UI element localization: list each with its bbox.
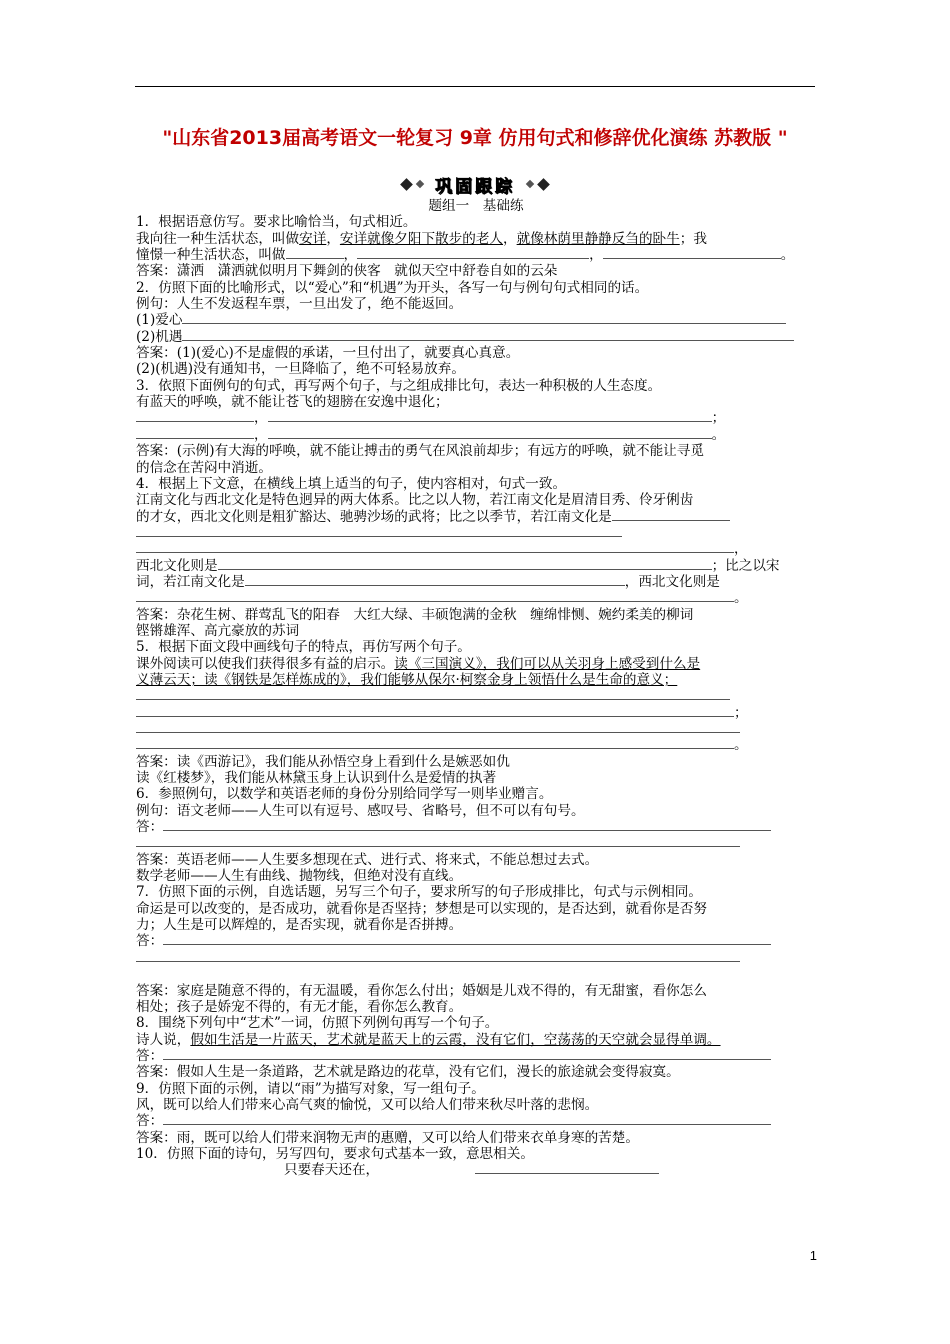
diamond-icon [416, 180, 424, 188]
answer-6: 数学老师——人生有曲线、抛物线，但绝对没有直线。 [136, 868, 463, 885]
answer-line: 答： [136, 1048, 816, 1064]
answer-4: 铿锵雄浑、高亢豪放的苏词 [136, 622, 300, 639]
answer-3: 答案：(示例)有大海的呼唤，就不能让搏击的勇气在风浪前却步；有远方的呼唤，就不能让寻觅 [136, 443, 704, 460]
answer-blank [182, 312, 786, 324]
example-2: 例句：人生不发返程车票，一旦出发了，绝不能返回。 [136, 296, 463, 313]
answer-9: 答案：雨，既可以给人们带来润物无声的惠赠，又可以给人们带来衣单身寒的苦楚。 [136, 1129, 639, 1146]
answer-7: 相处；孩子是娇宠不得的，有无才能，看你怎么教育。 [136, 998, 463, 1015]
answer-5: 答案：读《西游记》，我们能从孙悟空身上看到什么是嫉恶如仇 [136, 753, 510, 770]
banner-label: 巩固跟踪 [435, 176, 515, 197]
blank-line: ， 。 [136, 427, 816, 443]
answer-2: 答案：(1)(爱心)不是虚假的承诺，一旦付出了，就要真心真意。 [136, 345, 520, 362]
example-6: 例句：语文老师——人生可以有逗号、感叹号、省略号，但不可以有句号。 [136, 802, 585, 819]
blank-line [136, 525, 816, 541]
passage-4: 的才女，西北文化则是粗犷豁达、驰骋沙场的武将；比之以季节，若江南文化是 [136, 509, 816, 525]
passage-5: 义薄云天；读《钢铁是怎样炼成的》，我们能够从保尔·柯察金身上领悟什么是生命的意义； [136, 671, 678, 688]
answer-line: 答： [136, 933, 816, 949]
page-number: 1 [809, 1248, 817, 1263]
example-7: 命运是可以改变的，是否成功，就看你是否坚持；梦想是可以实现的，是否达到，就看你是否努 [136, 900, 707, 917]
answer-blank [357, 247, 589, 259]
header-rule [135, 86, 815, 87]
answer-blank [603, 247, 781, 259]
blank-line [136, 688, 816, 704]
answer-1: 答案：潇洒 潇洒就似明月下舞剑的侠客 就似天空中舒卷自如的云朵 [136, 263, 558, 280]
question-2: 2．仿照下面的比喻形式，以“爱心”和“机遇”为开头，各写一句与例句句式相同的话。 [136, 279, 649, 296]
question-9: 9．仿照下面的示例，请以“雨”为描写对象，写一组句子。 [136, 1080, 485, 1097]
passage-5: 课外阅读可以使我们获得很多有益的启示。读《三国演义》，我们可以从关羽身上感受到什么是 [136, 655, 701, 672]
question-7: 7．仿照下面的示例，自选话题，另写三个句子，要求所写的句子形成排比，句式与示例相同。 [136, 884, 702, 901]
answer-blank [182, 329, 794, 341]
question-5: 5．根据下面文段中画线句子的特点，再仿写两个句子。 [136, 639, 471, 656]
question-6: 6．参照例句，以数学和英语老师的身份分别给同学写一则毕业赠言。 [136, 786, 553, 803]
group-heading: 题组一 基础练 [428, 198, 524, 214]
answer-2: (2)(机遇)没有通知书，一旦降临了，绝不可轻易放弃。 [136, 361, 465, 378]
passage-4: 西北文化则是 ；比之以宋 [136, 557, 780, 574]
answer-4: 答案：杂花生树、群莺乱飞的阳春 大红大绿、丰硕饱满的金秋 缠绵悱恻、婉约柔美的柳词 [136, 606, 694, 623]
answer-3: 的信念在苦闷中消逝。 [136, 459, 272, 476]
blank-line: ， [136, 541, 816, 557]
question-2-item: (1)爱心 [136, 312, 816, 328]
example-10: 只要春天还在， [136, 1162, 816, 1178]
blank-line: 。 [136, 737, 816, 753]
answer-8: 答案：假如人生是一条道路，艺术就是路边的花草，没有它们，漫长的旅途就会变得寂寞。 [136, 1064, 680, 1081]
document-title: "山东省2013届高考语文一轮复习 9章 仿用句式和修辞优化演练 苏教版 " [162, 127, 788, 149]
example-9: 风，既可以给人们带来心高气爽的愉悦，又可以给人们带来秋尽叶落的悲悯。 [136, 1096, 599, 1113]
answer-7: 答案：家庭是随意不得的，有无温暖，看你怎么付出；婚姻是儿戏不得的，有无甜蜜，看你怎么 [136, 982, 707, 999]
question-1-text: 我向往一种生活状态，叫做安详，安详就像夕阳下散步的老人，就像林荫里静静反刍的卧牛；我 [136, 230, 707, 247]
blank-line [136, 835, 816, 851]
diamond-icon [526, 180, 534, 188]
answer-5: 读《红楼梦》，我们能从林黛玉身上认识到什么是爱情的执著 [136, 770, 497, 787]
blank-line [136, 950, 816, 966]
question-4: 4．根据上下文意，在横线上填上适当的句子，使内容相对，句式一致。 [136, 475, 567, 492]
question-8: 8．围绕下列句中“艺术”一词，仿照下列例句再写一个句子。 [136, 1015, 499, 1032]
answer-blank [475, 1162, 659, 1174]
question-1-text: 憧憬一种生活状态，叫做 ， ， 。 [136, 247, 795, 264]
answer-line: 答： [136, 1113, 816, 1129]
question-2-item: (2)机遇 [136, 329, 816, 345]
passage-4: 词，若江南文化是 ，西北文化则是 [136, 573, 720, 590]
answer-6: 答案：英语老师——人生要多想现在式、进行式、将来式，不能总想过去式。 [136, 851, 599, 868]
example-7: 力；人生是可以辉煌的，是否实现，就看你是否拼搏。 [136, 917, 463, 934]
blank-line [136, 966, 816, 982]
question-3: 3．依照下面例句的句式，再写两个句子，与之组成排比句，表达一种积极的人生态度。 [136, 377, 662, 394]
diamond-icon [400, 178, 413, 191]
passage-4: 江南文化与西北文化是特色迥异的两大体系。比之以人物，若江南文化是眉清目秀、伶牙俐齿 [136, 492, 694, 509]
diamond-icon [537, 178, 550, 191]
example-3: 有蓝天的呼唤，就不能让苍飞的翅膀在安逸中退化； [136, 394, 449, 411]
question-10: 10．仿照下面的诗句，另写四句，要求句式基本一致，意思相关。 [136, 1145, 534, 1162]
section-banner [135, 172, 815, 196]
blank-line: ； [136, 705, 816, 721]
answer-blank [286, 247, 344, 259]
answer-line: 答： [136, 819, 816, 835]
document-body [136, 198, 816, 1179]
blank-line: ， ； [136, 410, 816, 426]
blank-line [136, 721, 816, 737]
question-1: 1．根据语意仿写。要求比喻恰当，句式相近。 [136, 214, 417, 231]
blank-line: 。 [136, 590, 816, 606]
example-8: 诗人说，假如生活是一片蓝天，艺术就是蓝天上的云霞，没有它们，空荡荡的天空就会显得单调。 [136, 1031, 721, 1048]
